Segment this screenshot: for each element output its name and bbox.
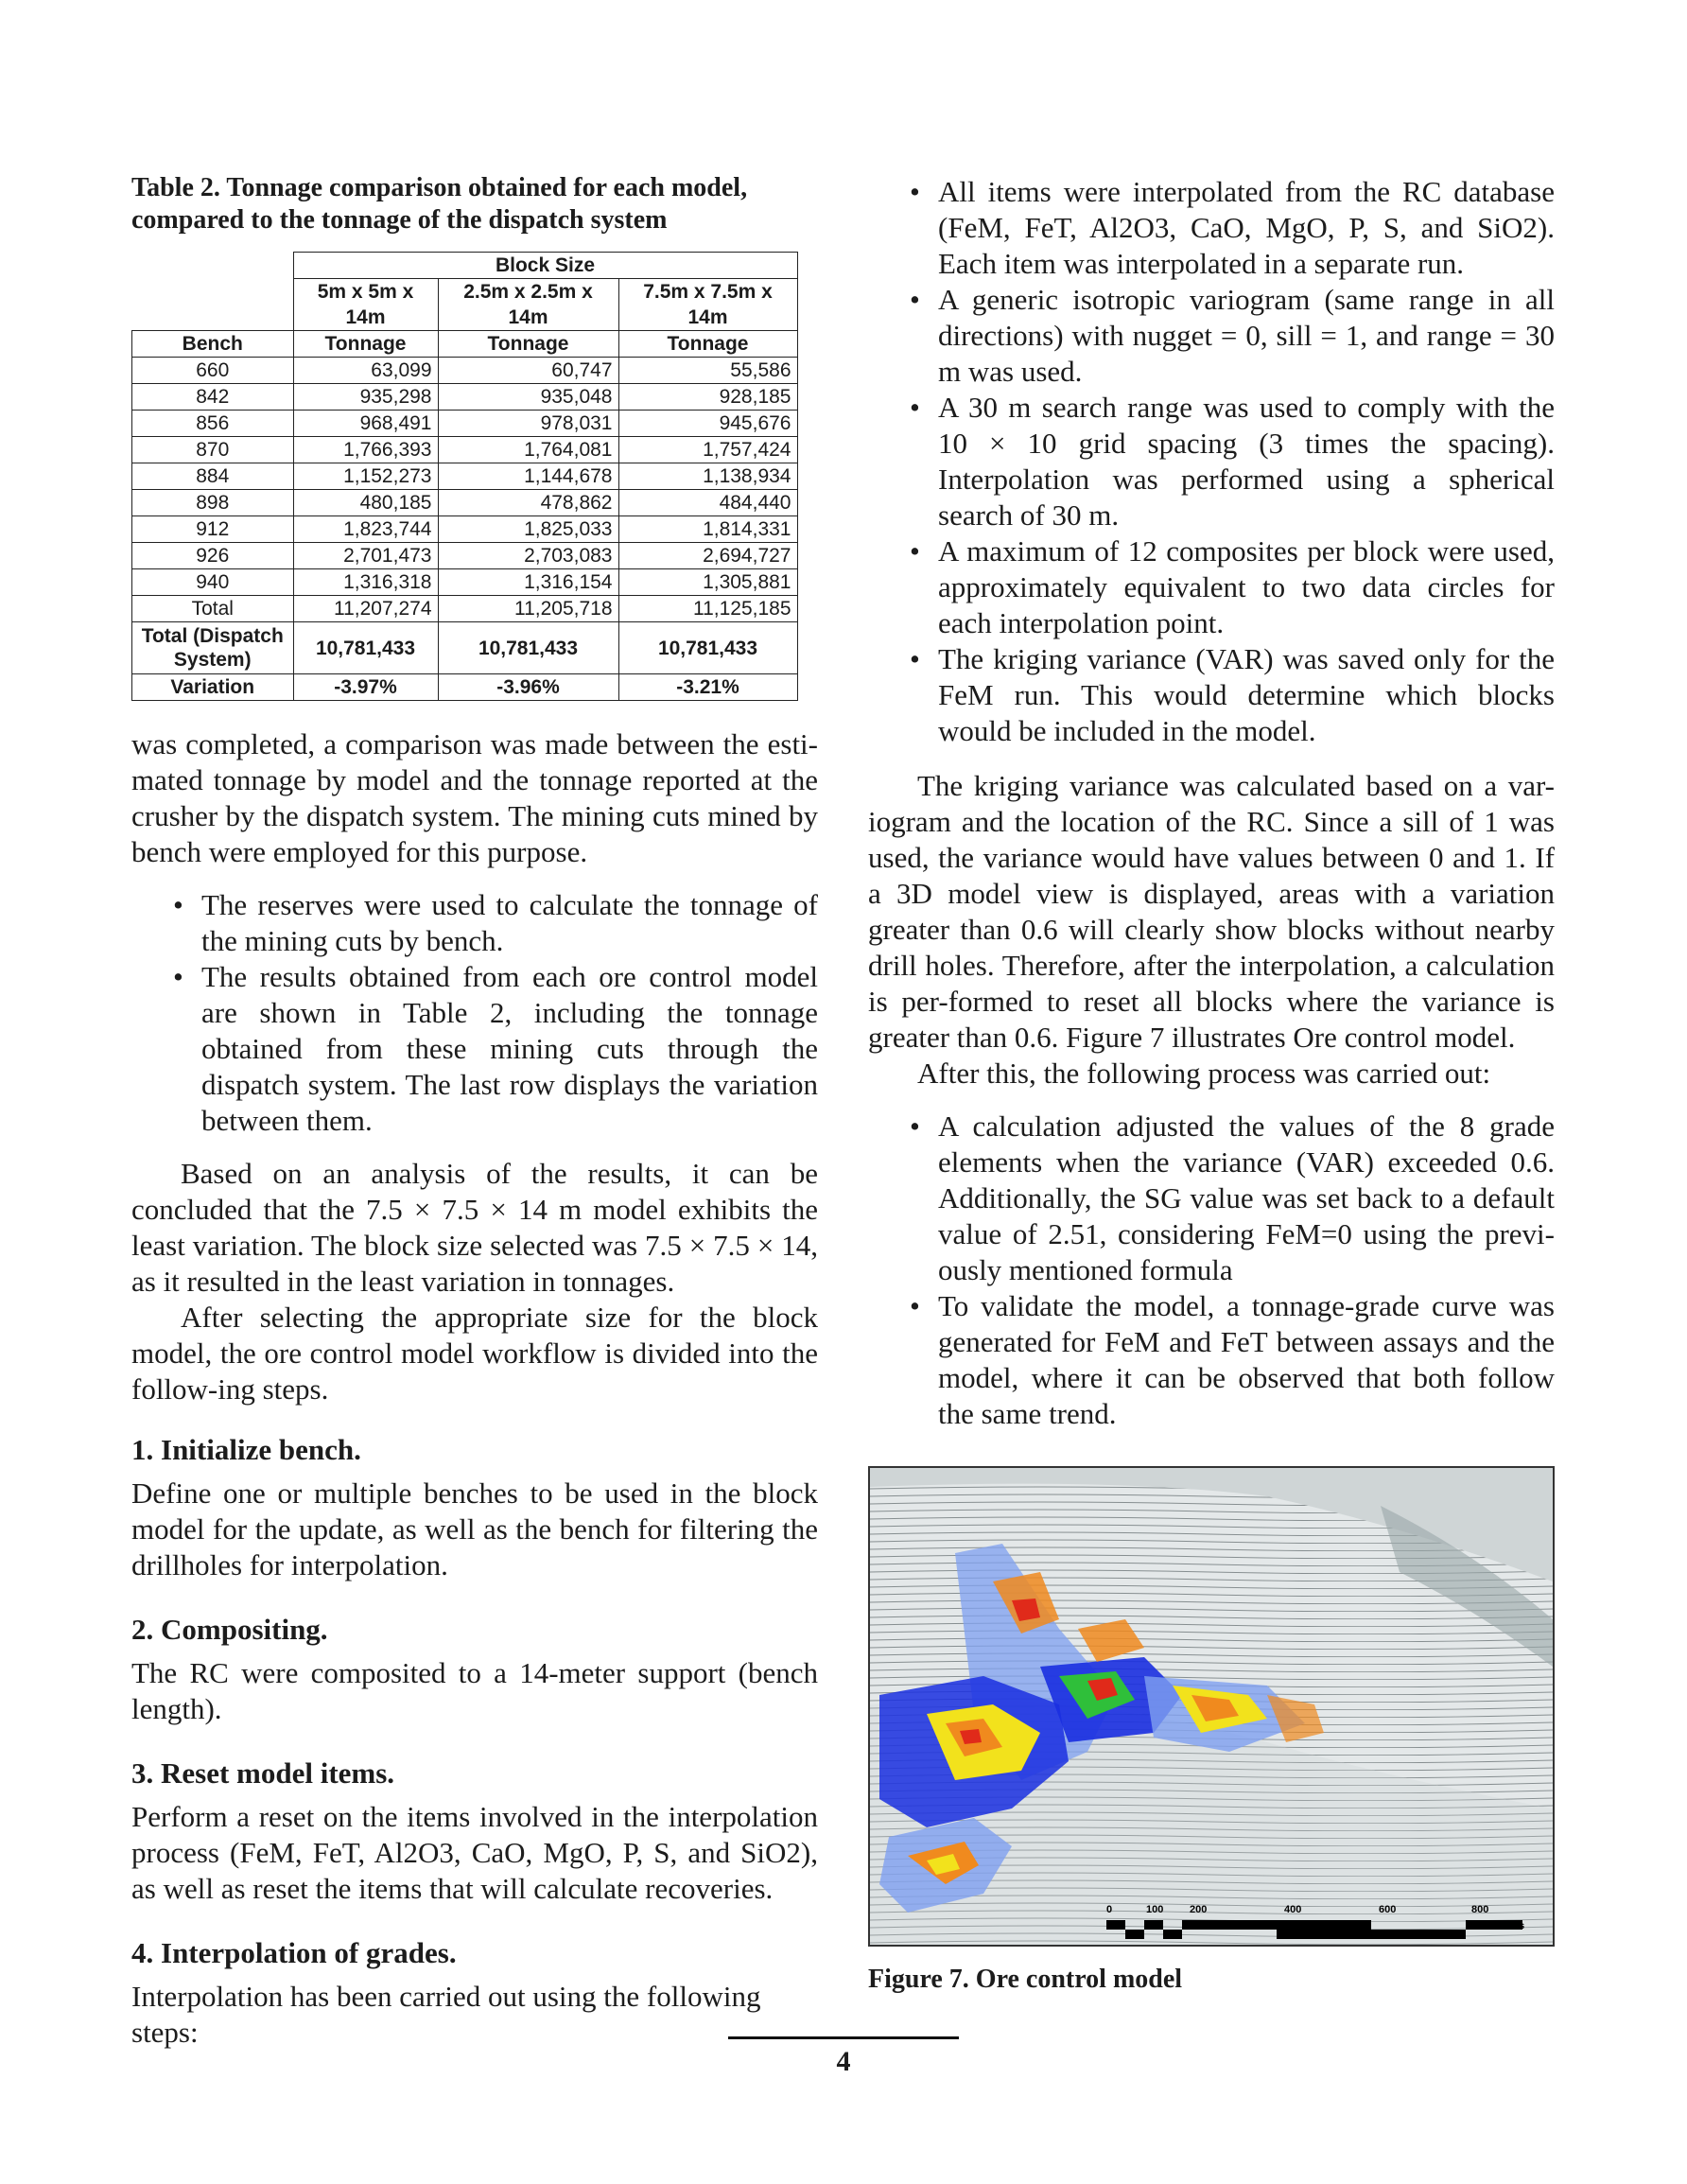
table-caption-line2: compared to the tonnage of the dispatch system <box>131 205 668 235</box>
bench-cell: 856 <box>132 411 294 437</box>
bullet-item: • A 30 m search range was used to comply with the 10 × 10 grid spacing (3 times the spacing). Interpolation was performed using a spherical search of 30 m. <box>910 390 1555 533</box>
tonnage-cell: 2,694,727 <box>618 543 797 569</box>
tonnage-cell: 484,440 <box>618 490 797 516</box>
bench-cell: 660 <box>132 358 294 384</box>
step-text: The RC were composited to a 14-meter support (bench length). <box>131 1656 818 1725</box>
tonnage-cell: 478,862 <box>438 490 618 516</box>
tonnage-cell: 1,766,393 <box>293 437 438 463</box>
paragraph: After this, the following process was carried out: <box>917 1057 1491 1090</box>
tonnage-header: Tonnage <box>293 331 438 358</box>
bullet-item: • The results obtained from each ore control model are shown in Table 2, including the tonnage obtained from these mining cuts through the dispatch system. The last row displays the variation between them. <box>173 959 818 1139</box>
tonnage-cell: 928,185 <box>618 384 797 411</box>
scale-label: 600 <box>1379 1904 1397 1915</box>
table-header-row-1 <box>132 253 798 279</box>
bullet-list <box>910 174 1555 749</box>
dispatch-value: 10,781,433 <box>618 622 797 674</box>
table-row <box>132 516 798 543</box>
table-row <box>132 596 798 622</box>
bench-cell: Total <box>132 596 294 622</box>
scale-label: 800 <box>1471 1904 1489 1915</box>
paragraph: After selecting the appropriate size for the block model, the ore control model workflow is divided into the follow-ing steps. <box>131 1301 818 1406</box>
dispatch-value: 10,781,433 <box>438 622 618 674</box>
table-body <box>132 358 798 622</box>
table-row <box>132 437 798 463</box>
tonnage-cell: 2,703,083 <box>438 543 618 569</box>
tonnage-cell: 1,152,273 <box>293 463 438 490</box>
bench-header: Bench <box>132 331 294 358</box>
bullet-item: • The kriging variance (VAR) was saved only for the FeM run. This would determine which blocks would be included in the model. <box>910 641 1555 749</box>
paragraph: The kriging variance was calculated based on a var-iogram and the location of the RC. Since a sill of 1 was used, the variance would have values between 0 and 1. If a 3D model view is displayed, areas with a variation greater than 0.6 will clearly show blocks without nearby drill holes. Therefore, after the interpolation, a calculation is per-formed to reset all blocks where the variance is greater than 0.6. Figure 7 illustrates Ore control model. <box>868 769 1555 1054</box>
tonnage-table <box>131 252 798 701</box>
scale-unit: Meters <box>1494 1921 1525 1931</box>
tonnage-header: Tonnage <box>438 331 618 358</box>
bullet-item: • The reserves were used to calculate the tonnage of the mining cuts by bench. <box>173 887 818 959</box>
table-corner <box>132 279 294 331</box>
step-text: Interpolation has been carried out using the following steps: <box>131 1980 761 2049</box>
bullet-item: • A calculation adjusted the values of the 8 grade elements when the variance (VAR) exceeded 0.6. Additionally, the SG value was set back to a default value of 2.51, considering FeM=0 using the previ-ously mentioned formula <box>910 1109 1555 1288</box>
variation-value: -3.96% <box>438 674 618 701</box>
scale-label: 100 <box>1146 1904 1164 1915</box>
block-size-header: Block Size <box>293 253 797 279</box>
tonnage-cell: 1,144,678 <box>438 463 618 490</box>
table-row-variation <box>132 674 798 701</box>
tonnage-cell: 968,491 <box>293 411 438 437</box>
tonnage-cell: 1,757,424 <box>618 437 797 463</box>
tonnage-cell: 1,825,033 <box>438 516 618 543</box>
tonnage-cell: 1,764,081 <box>438 437 618 463</box>
paragraph: was completed, a comparison was made between the esti-mated tonnage by model and the tonnage reported at the crusher by the dispatch system. The mining cuts mined by bench were employed for this purpose. <box>131 727 818 868</box>
tonnage-cell: 2,701,473 <box>293 543 438 569</box>
table-row <box>132 358 798 384</box>
bench-cell: 912 <box>132 516 294 543</box>
table-row <box>132 543 798 569</box>
size-header: 2.5m x 2.5m x 14m <box>438 279 618 331</box>
tonnage-cell: 11,125,185 <box>618 596 797 622</box>
size-header: 7.5m x 7.5m x 14m <box>618 279 797 331</box>
bullet-list <box>173 887 818 1139</box>
table-row <box>132 490 798 516</box>
variation-value: -3.97% <box>293 674 438 701</box>
tonnage-cell: 63,099 <box>293 358 438 384</box>
dispatch-value: 10,781,433 <box>293 622 438 674</box>
bench-cell: 926 <box>132 543 294 569</box>
tonnage-cell: 1,814,331 <box>618 516 797 543</box>
table-row <box>132 569 798 596</box>
tonnage-cell: 978,031 <box>438 411 618 437</box>
table-corner <box>132 253 294 279</box>
table-row <box>132 463 798 490</box>
variation-label: Variation <box>132 674 294 701</box>
step-heading: 3. Reset model items. <box>131 1756 395 1790</box>
tonnage-cell: 480,185 <box>293 490 438 516</box>
tonnage-cell: 11,207,274 <box>293 596 438 622</box>
tonnage-cell: 60,747 <box>438 358 618 384</box>
tonnage-cell: 1,138,934 <box>618 463 797 490</box>
ore-control-figure <box>868 1466 1555 1947</box>
paragraph: Based on an analysis of the results, it can be concluded that the 7.5 × 7.5 × 14 m model exhibits the least variation. The block size selected was 7.5 × 7.5 × 14, as it resulted in the least variation in tonnages. <box>131 1157 818 1298</box>
bench-cell: 898 <box>132 490 294 516</box>
table-row <box>132 411 798 437</box>
dispatch-label: Total (Dispatch System) <box>132 622 294 674</box>
page-number-rule <box>728 2036 959 2039</box>
tonnage-cell: 1,823,744 <box>293 516 438 543</box>
table-header-row-2 <box>132 279 798 331</box>
table-caption <box>131 172 818 236</box>
table-caption-line1: Table 2. Tonnage comparison obtained for each model, <box>131 173 748 202</box>
bullet-item: • A maximum of 12 composites per block were used, approximately equivalent to two data circles for each interpolation point. <box>910 533 1555 641</box>
step-text: Define one or multiple benches to be used in the block model for the update, as well as the bench for filtering the drillholes for interpolation. <box>131 1476 818 1581</box>
tonnage-cell: 55,586 <box>618 358 797 384</box>
tonnage-cell: 1,316,318 <box>293 569 438 596</box>
scale-label: 0 <box>1106 1904 1113 1915</box>
bullet-list <box>910 1109 1555 1432</box>
tonnage-header: Tonnage <box>618 331 797 358</box>
bench-cell: 940 <box>132 569 294 596</box>
bullet-item: • To validate the model, a tonnage-grade curve was generated for FeM and FeT between assays and the model, where it can be observed that both follow the same trend. <box>910 1288 1555 1432</box>
tonnage-cell: 945,676 <box>618 411 797 437</box>
variation-value: -3.21% <box>618 674 797 701</box>
left-column <box>131 172 818 2049</box>
table-row-dispatch <box>132 622 798 674</box>
ore-model-image <box>870 1468 1553 1945</box>
left-body <box>131 726 818 2051</box>
step-heading: 1. Initialize bench. <box>131 1433 361 1466</box>
scale-label: 400 <box>1284 1904 1302 1915</box>
step-heading: 2. Compositing. <box>131 1613 328 1646</box>
size-header: 5m x 5m x 14m <box>293 279 438 331</box>
tonnage-cell: 1,305,881 <box>618 569 797 596</box>
scale-label: 200 <box>1190 1904 1208 1915</box>
tonnage-cell: 935,298 <box>293 384 438 411</box>
page-number: 4 <box>836 2046 851 2077</box>
figure-caption: Figure 7. Ore control model <box>868 1965 1183 1994</box>
table-header-row-3 <box>132 331 798 358</box>
tonnage-cell: 935,048 <box>438 384 618 411</box>
step-text: Perform a reset on the items involved in the interpolation process (FeM, FeT, Al2O3, CaO, MgO, P, S, and SiO2), as well as reset the items that will calculate recoveries. <box>131 1800 818 1905</box>
step-heading: 4. Interpolation of grades. <box>131 1936 457 1969</box>
bullet-item: • A generic isotropic variogram (same range in all directions) with nugget = 0, sill = 1, and range = 30 m was used. <box>910 282 1555 390</box>
tonnage-cell: 1,316,154 <box>438 569 618 596</box>
bench-cell: 842 <box>132 384 294 411</box>
table-row <box>132 384 798 411</box>
bullet-item: • All items were interpolated from the RC database (FeM, FeT, Al2O3, CaO, MgO, P, S, and SiO2). Each item was interpolated in a separate run. <box>910 174 1555 282</box>
bench-cell: 870 <box>132 437 294 463</box>
bench-cell: 884 <box>132 463 294 490</box>
right-column <box>868 172 1555 1994</box>
tonnage-cell: 11,205,718 <box>438 596 618 622</box>
